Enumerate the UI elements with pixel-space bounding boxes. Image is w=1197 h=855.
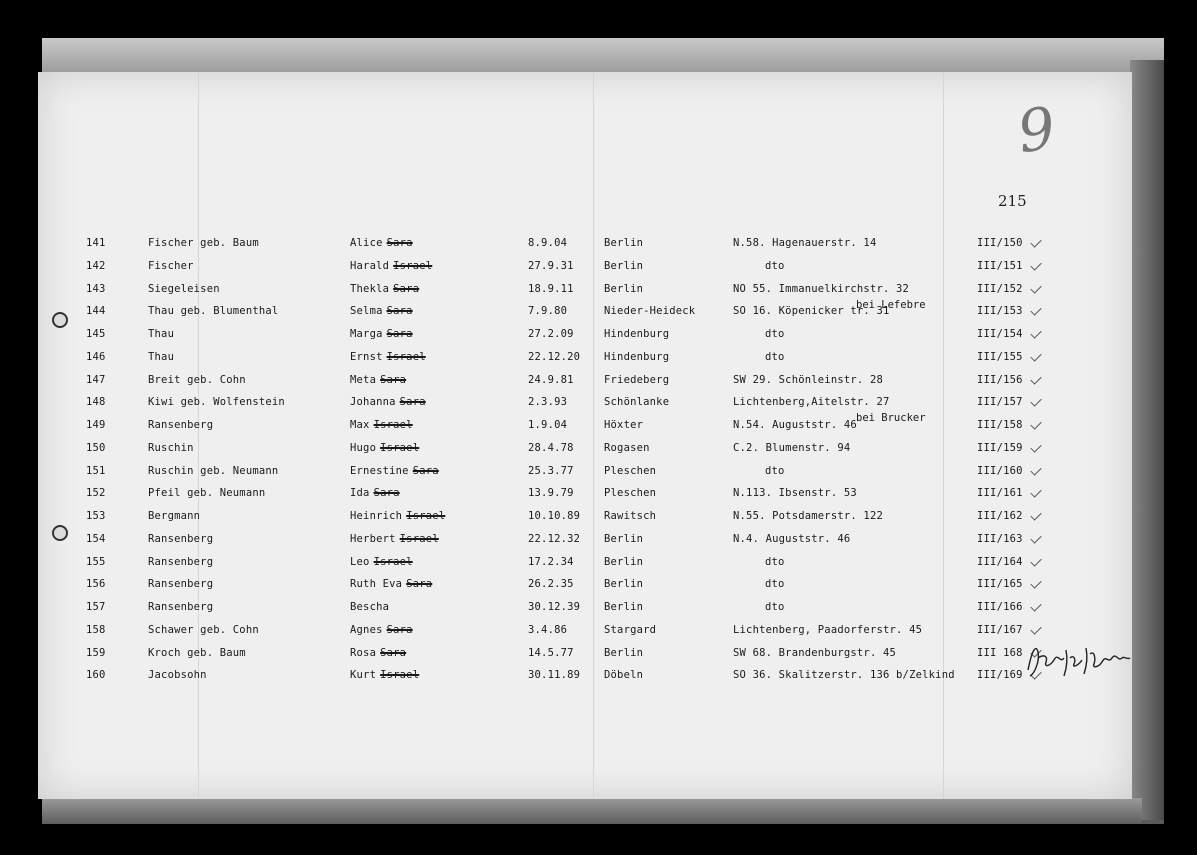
given-name-text: Johanna xyxy=(350,396,396,409)
birth-place: Hindenburg xyxy=(604,328,670,340)
birth-place: Berlin xyxy=(604,237,644,249)
table-row xyxy=(0,669,1197,691)
address: SW 68. Brandenburgstr. 45 xyxy=(733,646,897,659)
given-name xyxy=(350,419,413,431)
checkmark-icon xyxy=(1030,418,1041,429)
struck-name: Sara xyxy=(399,396,426,409)
birth-date: 22.12.32 xyxy=(528,532,581,545)
birth-place: Berlin xyxy=(604,532,644,545)
row-number: 160 xyxy=(86,669,106,682)
table-row xyxy=(0,601,1197,623)
reference-number: III/169 xyxy=(977,669,1023,682)
birth-place: Hindenburg xyxy=(604,350,670,363)
birth-place: Berlin xyxy=(604,578,644,591)
row-number: 156 xyxy=(86,578,106,591)
address: Lichtenberg,Aitelstr. 27 xyxy=(733,396,890,409)
struck-name: Sara xyxy=(386,623,413,636)
birth-date: 22.12.20 xyxy=(528,350,581,363)
given-name-text: Ernestine xyxy=(350,464,409,477)
struck-name: Israel xyxy=(380,669,420,682)
surname: Ransenberg xyxy=(148,555,214,568)
table-row xyxy=(0,647,1197,669)
birth-date: 30.11.89 xyxy=(528,669,581,682)
reference-number: III/162 xyxy=(977,510,1023,522)
address: dto xyxy=(765,350,785,363)
checkmark-icon xyxy=(1030,441,1041,452)
reference-number: III 168 xyxy=(977,646,1023,659)
given-name-text: Harald xyxy=(350,259,390,272)
address: N.58. Hagenauerstr. 14 xyxy=(733,237,877,249)
surname: Pfeil geb. Neumann xyxy=(148,487,266,500)
address-note-148: bei Brucker xyxy=(856,412,926,424)
birth-date: 14.5.77 xyxy=(528,646,574,659)
birth-date: 27.9.31 xyxy=(528,259,574,272)
row-number: 142 xyxy=(86,259,106,272)
row-number: 152 xyxy=(86,487,106,500)
given-name-text: Selma xyxy=(350,305,383,318)
given-name-text: Ruth Eva xyxy=(350,578,403,591)
address: dto xyxy=(765,259,785,272)
checkmark-icon xyxy=(1030,305,1041,316)
row-number: 143 xyxy=(86,282,106,295)
birth-date: 24.9.81 xyxy=(528,373,574,386)
birth-date: 28.4.78 xyxy=(528,441,574,454)
given-name xyxy=(350,556,413,568)
surname: Bergmann xyxy=(148,510,201,522)
address: Lichtenberg, Paadorferstr. 45 xyxy=(733,623,923,636)
given-name xyxy=(350,601,393,613)
row-number: 148 xyxy=(86,396,106,409)
address: dto xyxy=(765,464,785,477)
table-row xyxy=(0,260,1197,282)
checkmark-icon xyxy=(1030,600,1041,611)
struck-name: Sara xyxy=(393,282,420,295)
given-name xyxy=(350,578,432,590)
address: N.4. Auguststr. 46 xyxy=(733,532,851,545)
surname: Jacobsohn xyxy=(148,669,207,682)
struck-name: Sara xyxy=(373,487,400,500)
birth-date: 3.4.86 xyxy=(528,623,568,636)
birth-place: Friedeberg xyxy=(604,373,670,386)
birth-place: Schönlanke xyxy=(604,396,670,409)
struck-name: Sara xyxy=(386,237,413,249)
given-name-text: Max xyxy=(350,419,370,431)
handwritten-folio-number: 9 xyxy=(1013,93,1060,167)
checkmark-icon xyxy=(1030,623,1041,634)
row-number: 145 xyxy=(86,328,106,340)
table-row xyxy=(0,351,1197,373)
struck-name: Israel xyxy=(406,510,446,522)
table-row xyxy=(0,487,1197,509)
surname: Ruschin xyxy=(148,441,194,454)
struck-name: Sara xyxy=(412,464,439,477)
birth-place: Berlin xyxy=(604,555,644,568)
table-row xyxy=(0,374,1197,396)
birth-date: 18.9.11 xyxy=(528,282,574,295)
reference-number: III/167 xyxy=(977,623,1023,636)
birth-date: 30.12.39 xyxy=(528,601,581,613)
address: NO 55. Immanuelkirchstr. 32 xyxy=(733,282,910,295)
page-number: 215 xyxy=(998,192,1027,210)
given-name-text: Thekla xyxy=(350,282,390,295)
checkmark-icon xyxy=(1030,532,1041,543)
birth-date: 10.10.89 xyxy=(528,510,581,522)
surname: Fischer geb. Baum xyxy=(148,237,259,249)
given-name xyxy=(350,669,419,681)
given-name xyxy=(350,647,406,659)
birth-date: 27.2.09 xyxy=(528,328,574,340)
checkmark-icon xyxy=(1030,282,1041,293)
given-name xyxy=(350,533,439,545)
birth-place: Berlin xyxy=(604,646,644,659)
given-name-text: Herbert xyxy=(350,532,396,545)
reference-number: III/163 xyxy=(977,532,1023,545)
row-number: 158 xyxy=(86,623,106,636)
birth-date: 25.3.77 xyxy=(528,464,574,477)
given-name xyxy=(350,396,426,408)
table-row xyxy=(0,442,1197,464)
reference-number: III/151 xyxy=(977,259,1023,272)
reference-number: III/158 xyxy=(977,419,1023,431)
address-note-144: bei Lefebre xyxy=(856,299,926,311)
row-number: 159 xyxy=(86,646,106,659)
given-name-text: Alice xyxy=(350,237,383,249)
address: dto xyxy=(765,578,785,591)
given-name-text: Hugo xyxy=(350,441,377,454)
reference-number: III/159 xyxy=(977,441,1023,454)
row-number: 146 xyxy=(86,350,106,363)
given-name-text: Kurt xyxy=(350,669,377,682)
reference-number: III/166 xyxy=(977,601,1023,613)
surname: Ransenberg xyxy=(148,601,214,613)
address: SO 16. Köpenicker tr. 31 xyxy=(733,305,890,318)
table-row xyxy=(0,419,1197,441)
birth-place: Pleschen xyxy=(604,464,657,477)
checkmark-icon xyxy=(1030,578,1041,589)
checkmark-icon xyxy=(1030,464,1041,475)
given-name xyxy=(350,283,419,295)
birth-date: 2.3.93 xyxy=(528,396,568,409)
reference-number: III/152 xyxy=(977,282,1023,295)
checkmark-icon xyxy=(1030,396,1041,407)
struck-name: Sara xyxy=(380,646,407,659)
surname: Kiwi geb. Wolfenstein xyxy=(148,396,285,409)
row-number: 147 xyxy=(86,373,106,386)
checkmark-icon xyxy=(1030,259,1041,270)
address: N.55. Potsdamerstr. 122 xyxy=(733,510,883,522)
address: SO 36. Skalitzerstr. 136 b/Zelkind xyxy=(733,669,955,682)
given-name-text: Ida xyxy=(350,487,370,500)
address: N.54. Auguststr. 46 xyxy=(733,419,857,431)
reference-number: III/156 xyxy=(977,373,1023,386)
backing-sheet-top-edge xyxy=(42,38,1164,72)
table-row xyxy=(0,396,1197,418)
given-name-text: Ernst xyxy=(350,350,383,363)
given-name-text: Meta xyxy=(350,373,377,386)
struck-name: Israel xyxy=(373,419,413,431)
address: dto xyxy=(765,328,785,340)
checkmark-icon xyxy=(1030,236,1041,247)
birth-date: 17.2.34 xyxy=(528,555,574,568)
birth-date: 7.9.80 xyxy=(528,305,568,318)
table-row xyxy=(0,237,1197,259)
birth-place: Rogasen xyxy=(604,441,650,454)
checkmark-icon xyxy=(1030,509,1041,520)
birth-place: Rawitsch xyxy=(604,510,657,522)
surname: Siegeleisen xyxy=(148,282,220,295)
struck-name: Sara xyxy=(380,373,407,386)
birth-place: Döbeln xyxy=(604,669,644,682)
address: N.113. Ibsenstr. 53 xyxy=(733,487,857,500)
surname: Thau xyxy=(148,328,175,340)
table-row xyxy=(0,624,1197,646)
given-name xyxy=(350,465,439,477)
given-name xyxy=(350,624,413,636)
struck-name: Sara xyxy=(386,328,413,340)
reference-number: III/154 xyxy=(977,328,1023,340)
reference-number: III/164 xyxy=(977,555,1023,568)
table-row xyxy=(0,556,1197,578)
birth-place: Berlin xyxy=(604,601,644,613)
checkmark-icon xyxy=(1030,327,1041,338)
reference-number: III/160 xyxy=(977,464,1023,477)
checkmark-icon xyxy=(1030,487,1041,498)
reference-number: III/150 xyxy=(977,237,1023,249)
row-number: 153 xyxy=(86,510,106,522)
struck-name: Israel xyxy=(373,555,413,568)
given-name xyxy=(350,237,413,249)
surname: Thau geb. Blumenthal xyxy=(148,305,279,318)
struck-name: Israel xyxy=(380,441,420,454)
birth-date: 26.2.35 xyxy=(528,578,574,591)
given-name-text: Leo xyxy=(350,555,370,568)
surname: Schawer geb. Cohn xyxy=(148,623,259,636)
row-number: 141 xyxy=(86,237,106,249)
birth-date: 8.9.04 xyxy=(528,237,568,249)
given-name-text: Heinrich xyxy=(350,510,403,522)
reference-number: III/153 xyxy=(977,305,1023,318)
backing-sheet-bottom-edge xyxy=(42,798,1142,824)
surname: Breit geb. Cohn xyxy=(148,373,246,386)
table-row xyxy=(0,283,1197,305)
surname: Fischer xyxy=(148,259,194,272)
birth-place: Berlin xyxy=(604,259,644,272)
given-name-text: Marga xyxy=(350,328,383,340)
birth-place: Berlin xyxy=(604,282,644,295)
birth-place: Pleschen xyxy=(604,487,657,500)
struck-name: Sara xyxy=(406,578,433,591)
struck-name: Israel xyxy=(399,532,439,545)
reference-number: III/165 xyxy=(977,578,1023,591)
address: C.2. Blumenstr. 94 xyxy=(733,441,851,454)
birth-place: Höxter xyxy=(604,419,644,431)
birth-date: 13.9.79 xyxy=(528,487,574,500)
struck-name: Israel xyxy=(386,350,426,363)
given-name-text: Rosa xyxy=(350,646,377,659)
birth-place: Stargard xyxy=(604,623,657,636)
table-row xyxy=(0,465,1197,487)
given-name xyxy=(350,374,406,386)
row-number: 149 xyxy=(86,419,106,431)
checkmark-icon xyxy=(1030,373,1041,384)
address: dto xyxy=(765,601,785,613)
surname: Thau xyxy=(148,350,175,363)
table-row xyxy=(0,578,1197,600)
birth-place: Nieder-Heideck xyxy=(604,305,696,318)
row-number: 155 xyxy=(86,555,106,568)
reference-number: III/161 xyxy=(977,487,1023,500)
given-name xyxy=(350,510,445,522)
table-row xyxy=(0,305,1197,327)
given-name-text: Bescha xyxy=(350,601,390,613)
row-number: 150 xyxy=(86,441,106,454)
table-row xyxy=(0,328,1197,350)
address: dto xyxy=(765,555,785,568)
struck-name: Israel xyxy=(393,259,433,272)
row-number: 154 xyxy=(86,532,106,545)
given-name xyxy=(350,487,400,499)
checkmark-icon xyxy=(1030,350,1041,361)
handwritten-signature xyxy=(1024,640,1132,680)
given-name xyxy=(350,351,426,363)
surname: Kroch geb. Baum xyxy=(148,646,246,659)
table-row xyxy=(0,510,1197,532)
surname: Ransenberg xyxy=(148,532,214,545)
checkmark-icon xyxy=(1030,555,1041,566)
surname: Ransenberg xyxy=(148,419,214,431)
struck-name: Sara xyxy=(386,305,413,318)
surname: Ruschin geb. Neumann xyxy=(148,464,279,477)
given-name xyxy=(350,260,432,272)
address: SW 29. Schönleinstr. 28 xyxy=(733,373,883,386)
reference-number: III/157 xyxy=(977,396,1023,409)
given-name xyxy=(350,442,419,454)
row-number: 144 xyxy=(86,305,106,318)
row-number: 151 xyxy=(86,464,106,477)
table-row xyxy=(0,533,1197,555)
surname: Ransenberg xyxy=(148,578,214,591)
row-number: 157 xyxy=(86,601,106,613)
given-name-text: Agnes xyxy=(350,623,383,636)
given-name xyxy=(350,328,413,340)
reference-number: III/155 xyxy=(977,350,1023,363)
given-name xyxy=(350,305,413,317)
birth-date: 1.9.04 xyxy=(528,419,568,431)
